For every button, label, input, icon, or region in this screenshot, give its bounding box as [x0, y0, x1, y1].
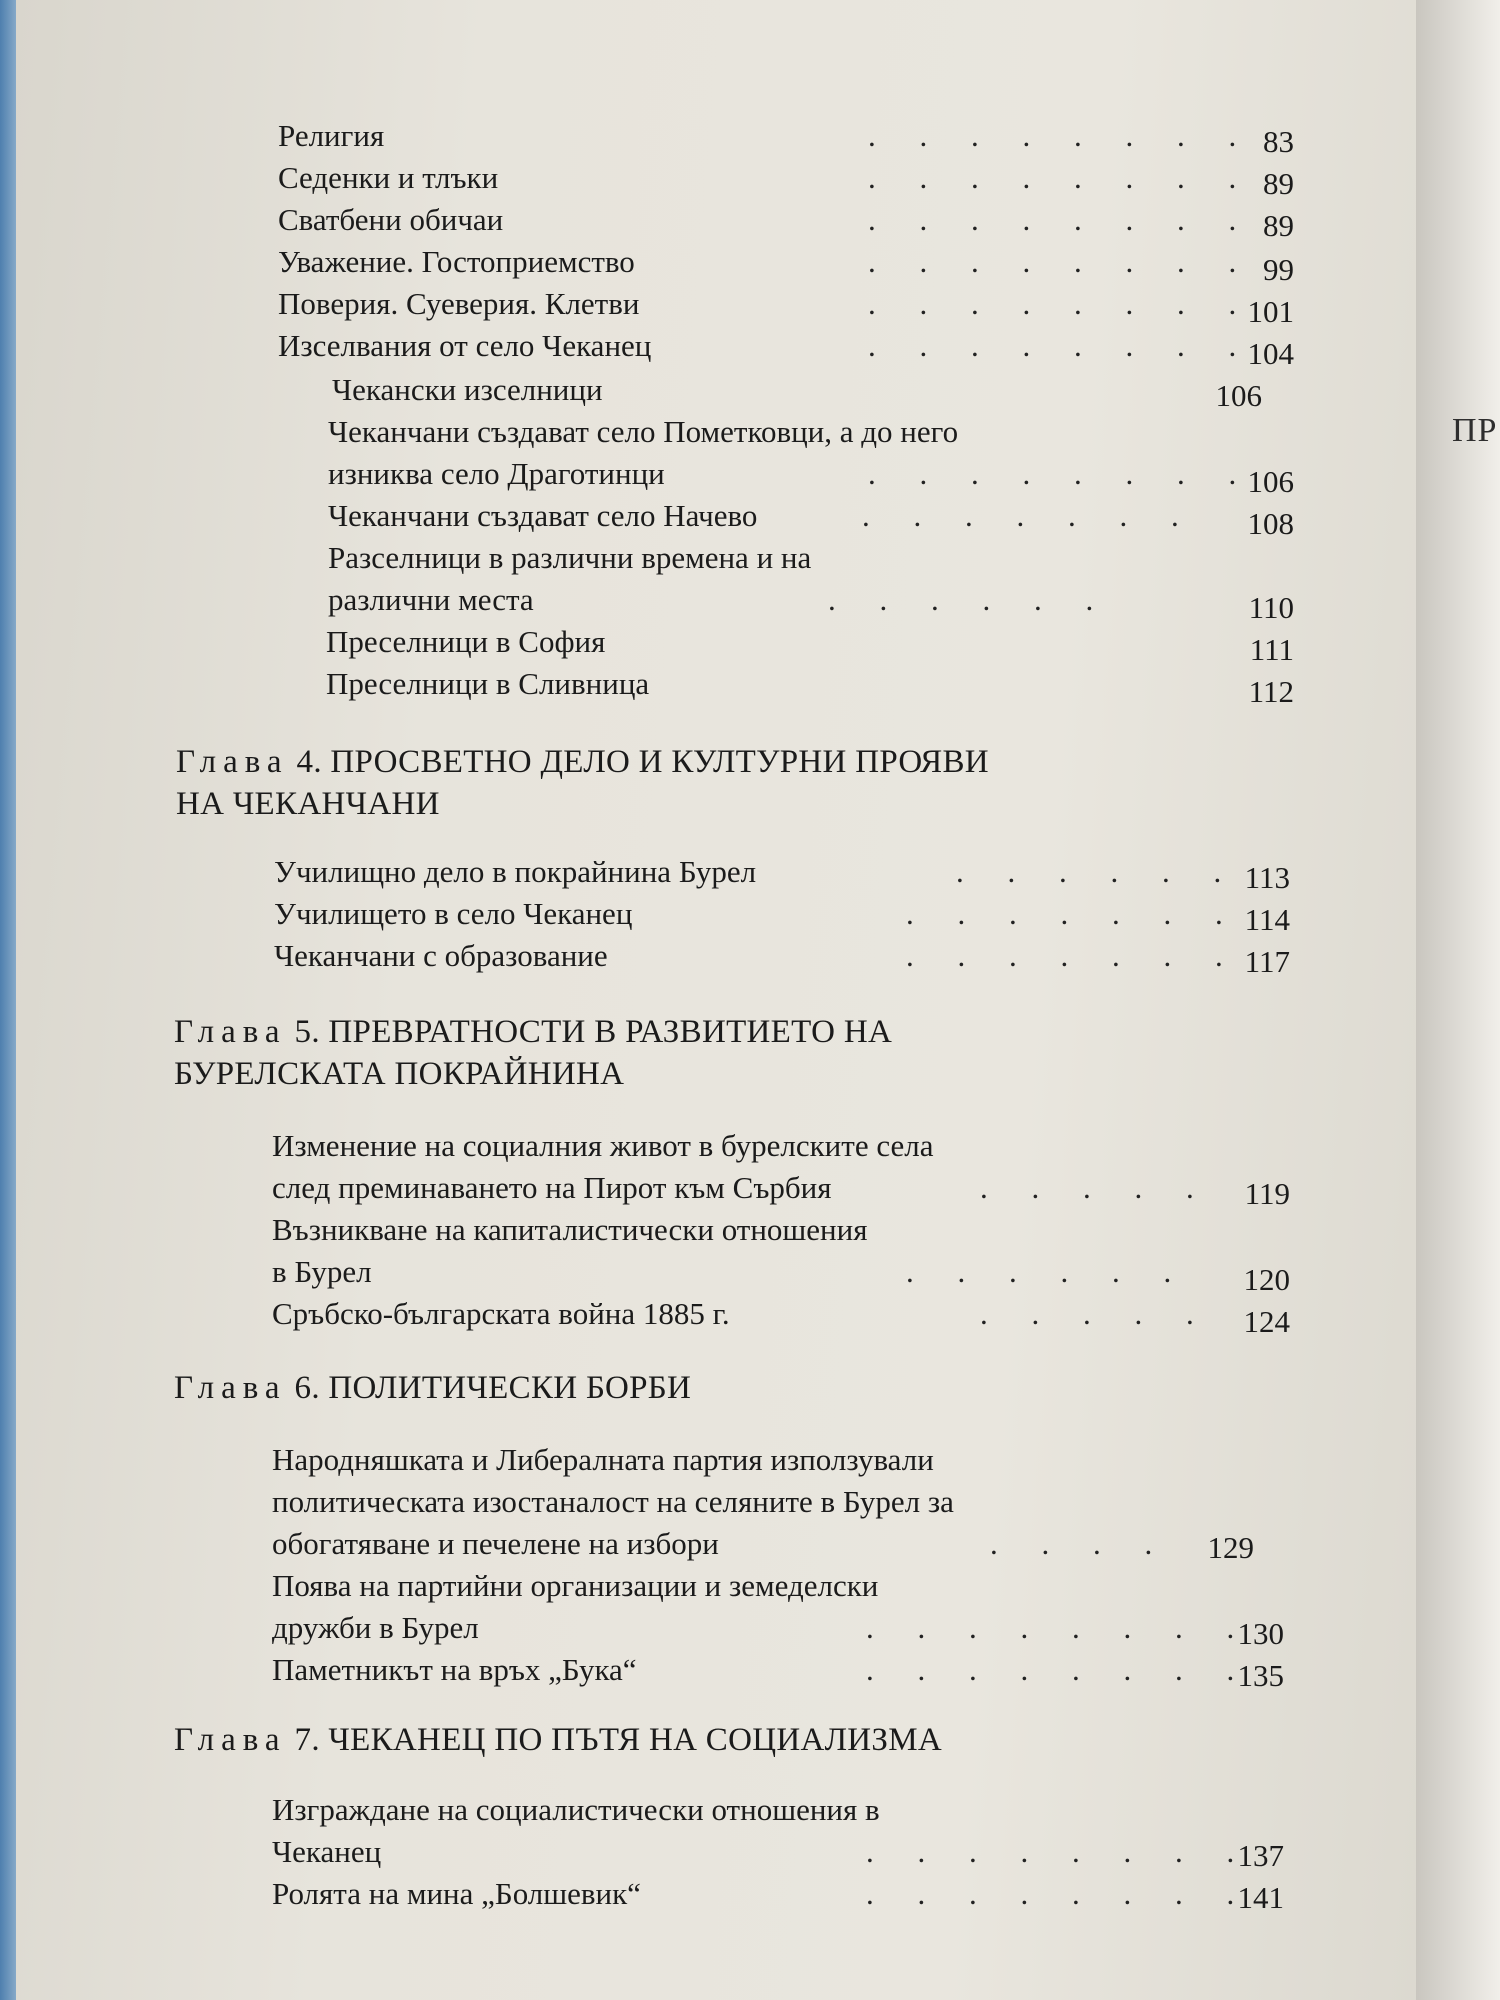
chapter-label: Глава — [176, 744, 289, 780]
toc-entry: в Бурел — [272, 1254, 372, 1289]
toc-page-number: 99 — [1263, 252, 1294, 287]
toc-entry: Изменение на социалния живот в бурелските села — [272, 1128, 934, 1163]
toc-leader: . . . . . . . . — [868, 202, 1255, 237]
toc-page-number: 83 — [1263, 124, 1294, 159]
toc-leader: . . . . . . . — [862, 498, 1197, 533]
toc-entry: Ролята на мина „Болшевик“ — [272, 1876, 641, 1911]
toc-leader: . . . . . . . . — [866, 1652, 1253, 1687]
toc-page-number: 135 — [1237, 1658, 1284, 1693]
chapter-heading — [174, 1722, 942, 1759]
toc-leader: . . . . . . . . — [866, 1876, 1253, 1911]
toc-leader: . . . . . . . . — [868, 286, 1255, 321]
toc-entry: след преминаването на Пирот към Сърбия — [272, 1170, 832, 1205]
toc-page-number: 89 — [1263, 208, 1294, 243]
toc-page-number: 129 — [1207, 1530, 1254, 1565]
chapter-title: 4. ПРОСВЕТНО ДЕЛО И КУЛТУРНИ ПРОЯВИ — [296, 744, 989, 780]
toc-entry: Сватбени обичаи — [278, 202, 504, 237]
toc-entry: Възникване на капиталистически отношения — [272, 1212, 868, 1247]
toc-entry: Чеканчани с образование — [274, 938, 608, 973]
toc-page-number: 130 — [1237, 1616, 1284, 1651]
toc-entry: политическата изостаналост на селяните в Бурел за — [272, 1484, 954, 1519]
toc-page-number: 110 — [1248, 590, 1294, 625]
toc-page-number: 120 — [1243, 1262, 1290, 1297]
toc-entry: Преселници в Сливница — [326, 666, 650, 701]
toc-leader: . . . . . . . — [906, 938, 1241, 973]
toc-leader: . . . . . . . — [906, 896, 1241, 931]
toc-leader: . . . . . . . . — [866, 1834, 1253, 1869]
toc-entry: Чеканец — [272, 1834, 382, 1869]
toc-page-number: 111 — [1249, 632, 1294, 667]
toc-leader: . . . . . — [980, 1170, 1212, 1205]
toc-entry: Паметникът на връх „Бука“ — [272, 1652, 637, 1687]
toc-entry: Седенки и тлъки — [278, 160, 499, 195]
toc-entry: Уважение. Гостоприемство — [278, 244, 635, 279]
toc-entry: Народняшката и Либералната партия използували — [272, 1442, 934, 1477]
toc-entry: Изграждане на социалистически отношения в — [272, 1792, 880, 1827]
toc-leader: . . . . . . . . — [868, 456, 1255, 491]
toc-entry: Изселвания от село Чеканец — [278, 328, 652, 363]
toc-entry: Религия — [278, 118, 385, 153]
toc-entry: дружби в Бурел — [272, 1610, 479, 1645]
toc-leader: . . . . . . — [906, 1254, 1190, 1289]
chapter-heading — [174, 1370, 691, 1407]
toc-page-number: 104 — [1247, 336, 1294, 371]
toc-entry: обогатяване и печелене на избори — [272, 1526, 719, 1561]
toc-page-number: 119 — [1244, 1176, 1290, 1211]
toc-page-number: 113 — [1244, 860, 1290, 895]
chapter-title: 6. ПОЛИТИЧЕСКИ БОРБИ — [294, 1370, 692, 1406]
toc-leader: . . . . . . . . — [866, 1610, 1253, 1645]
toc-page-number: 114 — [1244, 902, 1290, 937]
toc-entry: Поверия. Суеверия. Клетви — [278, 286, 640, 321]
toc-entry: Преселници в София — [326, 624, 606, 659]
toc-page-number: 112 — [1248, 674, 1294, 709]
toc-leader: . . . . . . . . — [868, 118, 1255, 153]
toc-page-number: 106 — [1215, 378, 1262, 413]
toc-entry: Чеканчани създават село Пометковци, а до него — [328, 414, 959, 449]
toc-leader: . . . . . — [980, 1296, 1212, 1331]
toc-entry: Поява на партийни организации и земеделски — [272, 1568, 879, 1603]
chapter-title: 7. ЧЕКАНЕЦ ПО ПЪТЯ НА СОЦИАЛИЗМА — [294, 1722, 943, 1758]
toc-page-number: 141 — [1237, 1880, 1284, 1915]
toc-entry: Чеканчани създават село Начево — [328, 498, 758, 533]
chapter-title-continued: БУРЕЛСКАТА ПОКРАЙНИНА — [174, 1056, 625, 1092]
toc-leader: . . . . — [990, 1526, 1171, 1561]
chapter-heading — [174, 1014, 892, 1051]
chapter-title: 5. ПРЕВРАТНОСТИ В РАЗВИТИЕТО НА — [294, 1014, 893, 1050]
toc-page-number: 137 — [1237, 1838, 1284, 1873]
toc-page-number: 106 — [1247, 464, 1294, 499]
toc-page-number: 101 — [1247, 294, 1294, 329]
chapter-label: Глава — [174, 1014, 287, 1050]
toc-entry: Чекански изселници — [332, 372, 603, 407]
toc-entry: различни места — [328, 582, 534, 617]
toc-entry: Училищно дело в покрайнина Бурел — [274, 854, 757, 889]
toc-leader: . . . . . . — [828, 582, 1112, 617]
chapter-label: Глава — [174, 1370, 287, 1406]
toc-page-number: 89 — [1263, 166, 1294, 201]
toc-leader: . . . . . . . . — [868, 160, 1255, 195]
toc-page-number: 117 — [1244, 944, 1290, 979]
toc-leader: . . . . . . . . — [868, 328, 1255, 363]
toc-page-number: 108 — [1247, 506, 1294, 541]
toc-entry: изниква село Драготинци — [328, 456, 665, 491]
toc-entry: Сръбско-българската война 1885 г. — [272, 1296, 730, 1331]
chapter-heading — [176, 744, 989, 781]
toc-leader: . . . . . . . . — [868, 244, 1255, 279]
toc-leader: . . . . . . — [956, 854, 1240, 889]
chapter-label: Глава — [174, 1722, 287, 1758]
toc-entry: Разселници в различни времена и на — [328, 540, 812, 575]
toc-page-number: 124 — [1243, 1304, 1290, 1339]
chapter-title-continued: НА ЧЕКАНЧАНИ — [176, 786, 440, 822]
next-page-text: ПР — [1452, 412, 1498, 449]
toc-entry: Училището в село Чеканец — [274, 896, 633, 931]
